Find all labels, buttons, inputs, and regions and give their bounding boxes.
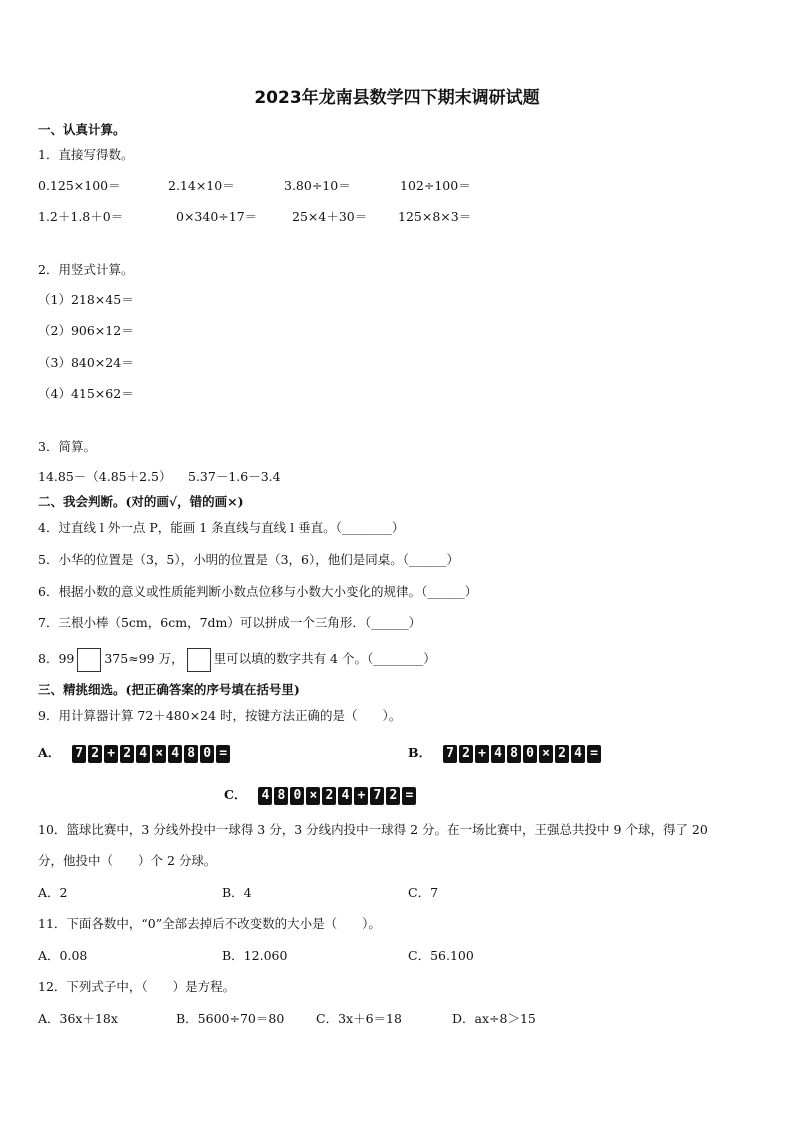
q8-text-end: 里可以填的数字共有 4 个。（________） (213, 651, 436, 666)
q8-text-start: 8．99 (38, 651, 75, 666)
q9-text: 9．用计算器计算 72＋480×24 时，按键方法正确的是（ ）。 (38, 708, 402, 723)
q3-label: 3．简算。 (38, 439, 96, 454)
q12-option: D．ax÷8＞15 (452, 1011, 536, 1026)
calculator-key: = (402, 787, 416, 805)
q6-text: 6．根据小数的意义或性质能判断小数点位移与小数大小变化的规律。（______） (38, 584, 478, 599)
q8-line (38, 646, 436, 672)
q1-label: 1．直接写得数。 (38, 147, 134, 162)
q4-text: 4．过直线 l 外一点 P，能画 1 条直线与直线 l 垂直。（________） (38, 520, 405, 535)
option-label: C． (224, 787, 247, 802)
q12-option: A．36x＋18x (38, 1011, 118, 1026)
q9-option-c (224, 784, 416, 806)
q1-item: 102÷100＝ (400, 178, 471, 193)
q1-item: 2.14×10＝ (168, 178, 235, 193)
calculator-key: + (354, 787, 368, 805)
calculator-key: 4 (136, 745, 150, 763)
calculator-key: 8 (184, 745, 198, 763)
q1-item: 25×4＋30＝ (292, 209, 368, 224)
q10-line-1: 10．篮球比赛中，3 分线外投中一球得 3 分，3 分线内投中一球得 2 分。在一场比赛中，王强总共投中 9 个球，得了 20 (38, 822, 708, 837)
calculator-key: 2 (555, 745, 569, 763)
q5-text: 5．小华的位置是（3，5），小明的位置是（3，6），他们是同桌。（______） (38, 552, 460, 567)
page-title: 2023年龙南县数学四下期末调研试题 (254, 88, 540, 108)
q10-option: B．4 (222, 885, 252, 900)
answer-box[interactable] (187, 648, 211, 672)
calculator-key: 2 (120, 745, 134, 763)
calculator-key: 4 (571, 745, 585, 763)
calculator-key: 4 (491, 745, 505, 763)
q2-item: （4）415×62＝ (38, 386, 134, 401)
calculator-key: × (306, 787, 320, 805)
calculator-key: + (104, 745, 118, 763)
calculator-key: 7 (370, 787, 384, 805)
q10-option: A．2 (38, 885, 68, 900)
q11-option: B．12.060 (222, 948, 288, 963)
calculator-key: 2 (88, 745, 102, 763)
calculator-key: 4 (338, 787, 352, 805)
section-2-heading: 二、我会判断。(对的画√，错的画×) (38, 494, 244, 509)
calculator-key: = (587, 745, 601, 763)
option-label: A． (38, 745, 61, 760)
option-label: B． (408, 745, 432, 760)
q1-item: 0.125×100＝ (38, 178, 121, 193)
calculator-key-sequence (72, 745, 230, 763)
calculator-key: 8 (274, 787, 288, 805)
calculator-key: 4 (258, 787, 272, 805)
q1-item: 3.80÷10＝ (284, 178, 351, 193)
calculator-key: = (216, 745, 230, 763)
q10-option: C．7 (408, 885, 439, 900)
q2-item: （2）906×12＝ (38, 323, 134, 338)
calculator-key: 0 (200, 745, 214, 763)
q1-item: 1.2＋1.8＋0＝ (38, 209, 124, 224)
calculator-key: 2 (459, 745, 473, 763)
calculator-key: 7 (443, 745, 457, 763)
q11-text: 11．下面各数中，“0”全部去掉后不改变数的大小是（ ）。 (38, 916, 381, 931)
calculator-key-sequence (258, 787, 416, 805)
calculator-key: 4 (168, 745, 182, 763)
q2-label: 2．用竖式计算。 (38, 262, 134, 277)
q9-option-a (38, 742, 230, 764)
section-1-heading: 一、认真计算。 (38, 122, 126, 137)
q12-option: C．3x＋6＝18 (316, 1011, 402, 1026)
calculator-key: × (539, 745, 553, 763)
q2-item: （3）840×24＝ (38, 355, 134, 370)
calculator-key-sequence (443, 745, 601, 763)
q3-item: 14.85－（4.85＋2.5） (38, 469, 172, 484)
calculator-key: 8 (507, 745, 521, 763)
calculator-key: + (475, 745, 489, 763)
section-3-heading: 三、精挑细选。(把正确答案的序号填在括号里) (38, 682, 300, 697)
q3-item: 5.37－1.6－3.4 (188, 469, 281, 484)
q12-text: 12．下列式子中，（ ）是方程。 (38, 979, 236, 994)
q2-item: （1）218×45＝ (38, 292, 134, 307)
calculator-key: 7 (72, 745, 86, 763)
q7-text: 7．三根小棒（5cm，6cm，7dm）可以拼成一个三角形．（______） (38, 615, 422, 630)
q11-option: C．56.100 (408, 948, 474, 963)
calculator-key: 2 (386, 787, 400, 805)
calculator-key: 0 (290, 787, 304, 805)
q8-text-mid: 375≈99 万， (104, 651, 184, 666)
q11-option: A．0.08 (38, 948, 88, 963)
answer-box[interactable] (77, 648, 101, 672)
calculator-key: 2 (322, 787, 336, 805)
q9-option-b (408, 742, 601, 764)
q1-item: 125×8×3＝ (398, 209, 472, 224)
calculator-key: 0 (523, 745, 537, 763)
q12-option: B．5600÷70＝80 (176, 1011, 285, 1026)
q10-line-2: 分，他投中（ ）个 2 分球。 (38, 853, 217, 868)
calculator-key: × (152, 745, 166, 763)
q1-item: 0×340÷17＝ (176, 209, 258, 224)
